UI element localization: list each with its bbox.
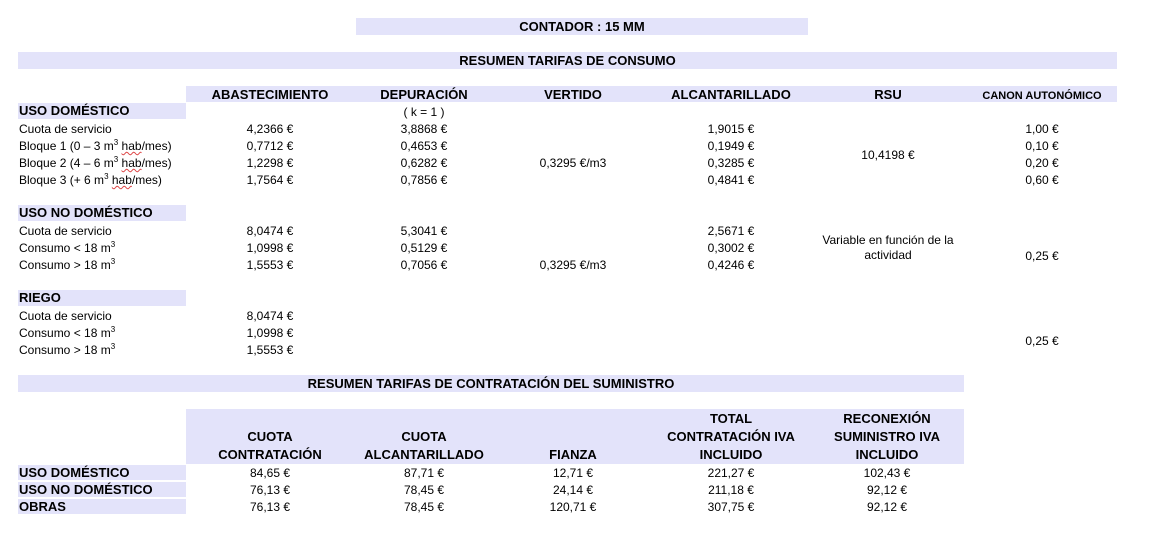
cell-abast: 1,2298 €: [246, 156, 294, 170]
cell-vertido: 0,3295 €/m3: [539, 258, 607, 272]
cell-rsu: 10,4198 €: [861, 148, 915, 162]
cell-depur: 0,7056 €: [400, 258, 448, 272]
cell-cuota-contratacion: 84,65 €: [249, 466, 291, 480]
cell-abast: 0,7712 €: [246, 139, 294, 153]
cell-depur: 3,8868 €: [400, 122, 448, 136]
row-label: Cuota de servicio: [19, 224, 112, 238]
row-label: Bloque 3 (+ 6 $m^3$ hab/mes): [19, 172, 162, 187]
cell-canon: 0,60 €: [1025, 173, 1059, 187]
row-label: Cuota de servicio: [19, 122, 112, 136]
page-title-text: CONTADOR : 15 MM: [519, 19, 645, 34]
cell-cuota-contratacion: 76,13 €: [249, 483, 291, 497]
cell-reconexion: 92,12 €: [866, 483, 908, 497]
cell-alcant: 0,4246 €: [707, 258, 755, 272]
cell-abast: 8,0474 €: [246, 309, 294, 323]
col-total-contratacion: TOTAL CONTRATACIÓN IVA INCLUIDO: [667, 411, 795, 462]
cell-alcant: 2,5671 €: [707, 224, 755, 238]
section-uso-domestico: USO DOMÉSTICO: [18, 103, 186, 119]
row-label: Consumo < 18 $m^3$: [19, 325, 116, 340]
col-cuota-alcantarillado: CUOTA ALCANTARILLADO: [364, 429, 484, 462]
col-alcantarillado: ALCANTARILLADO: [671, 87, 791, 102]
col-canon: CANON AUTONÓMICO: [982, 90, 1102, 102]
col-cuota-contratacion: CUOTA CONTRATACIÓN: [218, 429, 322, 462]
cell-reconexion: 92,12 €: [866, 500, 908, 514]
contratacion-heading: RESUMEN TARIFAS DE CONTRATACIÓN DEL SUMINISTRO: [18, 375, 964, 392]
col-fianza: FIANZA: [549, 447, 597, 462]
cell-alcant: 0,3002 €: [707, 241, 755, 255]
cell-total: 221,27 €: [707, 466, 755, 480]
cell-fianza: 120,71 €: [549, 500, 597, 514]
cell-abast: 8,0474 €: [246, 224, 294, 238]
cell-abast: 1,5553 €: [246, 258, 294, 272]
cell-fianza: 12,71 €: [552, 466, 594, 480]
section-riego: RIEGO: [18, 290, 186, 306]
cell-alcant: 1,9015 €: [707, 122, 755, 136]
row-label: Bloque 2 (4 – 6 $m^3$ hab/mes): [19, 155, 172, 170]
cell-depur: 0,7856 €: [400, 173, 448, 187]
cell-depur: 0,6282 €: [400, 156, 448, 170]
consumo-heading: RESUMEN TARIFAS DE CONSUMO: [18, 52, 1117, 69]
cell-canon: 0,10 €: [1025, 139, 1059, 153]
cell-alcant: 0,1949 €: [707, 139, 755, 153]
cell-canon: 0,25 €: [1025, 334, 1059, 348]
row-uso-domestico-label: USO DOMÉSTICO: [18, 465, 186, 480]
cell-reconexion: 102,43 €: [863, 466, 911, 480]
col-vertido: VERTIDO: [544, 87, 602, 102]
col-reconexion: RECONEXIÓN SUMINISTRO IVA INCLUIDO: [834, 411, 940, 462]
cell-total: 211,18 €: [708, 483, 754, 497]
cell-cuota-alcantarillado: 78,45 €: [403, 500, 445, 514]
row-label: Cuota de servicio: [19, 309, 112, 323]
cell-total: 307,75 €: [707, 500, 755, 514]
row-obras-label: OBRAS: [18, 499, 186, 514]
cell-depur: 5,3041 €: [400, 224, 448, 238]
cell-abast: 1,0998 €: [246, 326, 294, 340]
cell-fianza: 24,14 €: [552, 483, 594, 497]
page-title: [356, 18, 808, 35]
row-label: Consumo > 18 $m^3$: [19, 342, 116, 357]
cell-depur: 0,4653 €: [400, 139, 448, 153]
section-uso-no-domestico: USO NO DOMÉSTICO: [18, 205, 186, 221]
col-rsu: RSU: [874, 87, 902, 102]
col-abastecimiento: ABASTECIMIENTO: [211, 87, 329, 102]
cell-cuota-alcantarillado: 78,45 €: [403, 483, 445, 497]
k-note: ( k = 1 ): [403, 105, 445, 119]
row-label: Consumo > 18 $m^3$: [19, 257, 116, 272]
row-label: Bloque 1 (0 – 3 $m^3$ hab/mes): [19, 138, 172, 153]
cell-vertido: 0,3295 €/m3: [539, 156, 607, 170]
cell-abast: 1,5553 €: [246, 343, 294, 357]
cell-canon: 1,00 €: [1025, 122, 1059, 136]
cell-abast: 4,2366 €: [246, 122, 294, 136]
cell-canon: 0,20 €: [1025, 156, 1059, 170]
cell-abast: 1,0998 €: [246, 241, 294, 255]
row-label: Consumo < 18 $m^3$: [19, 240, 116, 255]
cell-canon: 0,25 €: [1025, 249, 1059, 263]
cell-alcant: 0,3285 €: [707, 156, 755, 170]
cell-cuota-contratacion: 76,13 €: [249, 500, 291, 514]
cell-rsu: Variable en función de la actividad: [822, 233, 954, 262]
cell-alcant: 0,4841 €: [707, 173, 755, 187]
row-uso-no-domestico-label: USO NO DOMÉSTICO: [18, 482, 186, 497]
cell-abast: 1,7564 €: [246, 173, 294, 187]
col-depuracion: DEPURACIÓN: [380, 87, 468, 102]
cell-cuota-alcantarillado: 87,71 €: [403, 466, 445, 480]
cell-depur: 0,5129 €: [400, 241, 448, 255]
